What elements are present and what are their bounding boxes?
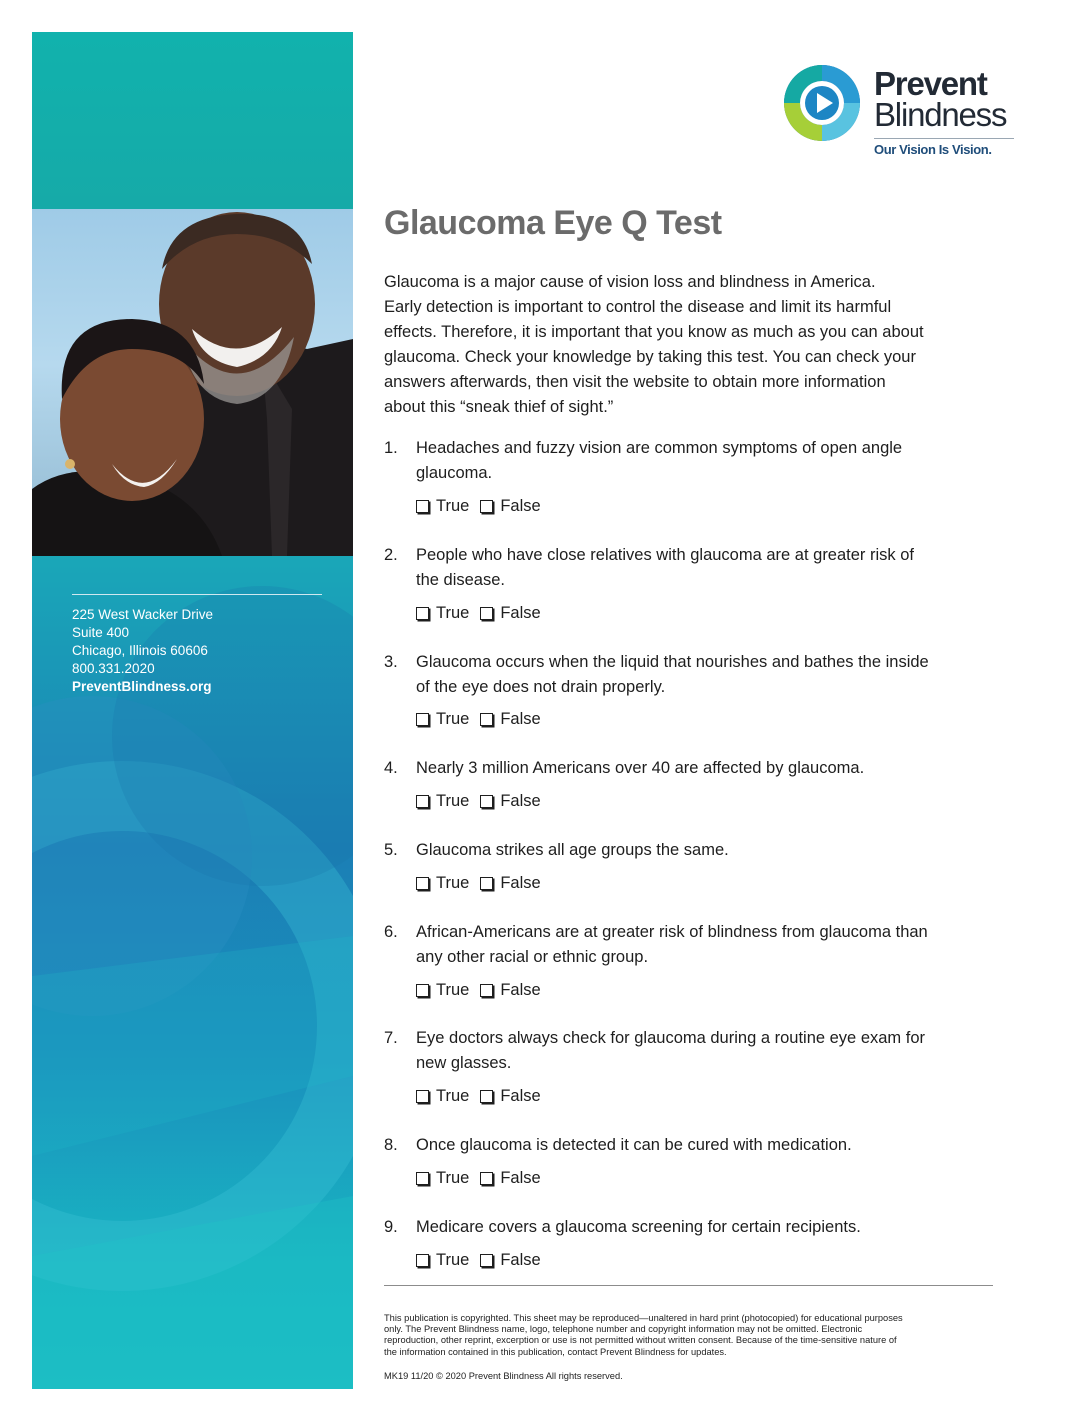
answer-options bbox=[416, 789, 552, 814]
question-line: People who have close relatives with glaucoma are at greater risk of bbox=[416, 546, 915, 564]
question-number: 2. bbox=[384, 546, 398, 564]
checkbox-icon[interactable] bbox=[480, 1172, 493, 1185]
true-option[interactable] bbox=[416, 789, 469, 814]
couple-photo-illustration bbox=[32, 209, 353, 556]
true-label: True bbox=[436, 1087, 470, 1105]
checkbox-icon[interactable] bbox=[416, 877, 429, 890]
intro-line: about this “sneak thief of sight.” bbox=[384, 398, 614, 416]
checkbox-icon[interactable] bbox=[480, 877, 493, 890]
question-line: new glasses. bbox=[416, 1054, 512, 1072]
intro-line: Early detection is important to control the disease and limit its harmful bbox=[384, 298, 892, 316]
logo-tagline-rule bbox=[874, 138, 1014, 139]
intro-line: glaucoma. Check your knowledge by taking this test. You can check your bbox=[384, 348, 916, 366]
false-label: False bbox=[500, 1087, 541, 1105]
true-option[interactable] bbox=[416, 601, 469, 626]
website-link[interactable]: PreventBlindness.org bbox=[72, 679, 212, 694]
checkbox-icon[interactable] bbox=[480, 795, 493, 808]
copyright-notice bbox=[384, 1313, 996, 1358]
answer-options bbox=[416, 1248, 552, 1273]
intro-line: effects. Therefore, it is important that you know as much as you can about bbox=[384, 323, 924, 341]
logo-wordmark bbox=[874, 65, 1007, 133]
true-label: True bbox=[436, 497, 470, 515]
true-option[interactable] bbox=[416, 978, 469, 1003]
true-option[interactable] bbox=[416, 707, 469, 732]
false-label: False bbox=[500, 1169, 541, 1187]
checkbox-icon[interactable] bbox=[416, 607, 429, 620]
contact-address bbox=[72, 606, 332, 696]
question-line: Once glaucoma is detected it can be cured with medication. bbox=[416, 1136, 852, 1154]
true-label: True bbox=[436, 710, 470, 728]
address-line: Suite 400 bbox=[72, 625, 130, 640]
eye-logo-icon bbox=[781, 62, 863, 144]
answer-options bbox=[416, 707, 552, 732]
false-label: False bbox=[500, 874, 541, 892]
false-label: False bbox=[500, 710, 541, 728]
question-line: Nearly 3 million Americans over 40 are affected by glaucoma. bbox=[416, 759, 865, 777]
true-label: True bbox=[436, 1169, 470, 1187]
question-line: any other racial or ethnic group. bbox=[416, 948, 649, 966]
true-label: True bbox=[436, 792, 470, 810]
question-number: 9. bbox=[384, 1218, 398, 1236]
question-line: Headaches and fuzzy vision are common symptoms of open angle bbox=[416, 439, 903, 457]
false-option[interactable] bbox=[480, 1248, 540, 1273]
copyright-line: only. The Prevent Blindness name, logo, telephone number and copyright information may not be omitted. Electronic bbox=[384, 1324, 863, 1335]
question-line: Glaucoma strikes all age groups the same. bbox=[416, 841, 729, 859]
true-option[interactable] bbox=[416, 871, 469, 896]
question-number: 5. bbox=[384, 841, 398, 859]
intro-line: Glaucoma is a major cause of vision loss and blindness in America. bbox=[384, 273, 876, 291]
answer-options bbox=[416, 871, 552, 896]
copyright-line: the information contained in this publication, contact Prevent Blindness for updates. bbox=[384, 1346, 727, 1357]
checkbox-icon[interactable] bbox=[416, 713, 429, 726]
logo-tagline: Our Vision Is Vision. bbox=[874, 142, 992, 157]
false-label: False bbox=[500, 604, 541, 622]
question-number: 6. bbox=[384, 923, 398, 941]
question-line: the disease. bbox=[416, 571, 505, 589]
question-text bbox=[416, 1026, 996, 1076]
checkbox-icon[interactable] bbox=[480, 500, 493, 513]
blue-gradient-panel bbox=[32, 556, 353, 1389]
true-label: True bbox=[436, 604, 470, 622]
address-line: 225 West Wacker Drive bbox=[72, 607, 214, 622]
checkbox-icon[interactable] bbox=[416, 1254, 429, 1267]
logo-word-blindness: Blindness bbox=[874, 96, 1007, 133]
page-title: Glaucoma Eye Q Test bbox=[384, 204, 722, 242]
true-label: True bbox=[436, 981, 470, 999]
false-option[interactable] bbox=[480, 707, 540, 732]
question-number: 7. bbox=[384, 1029, 398, 1047]
phone-number: 800.331.2020 bbox=[72, 661, 155, 676]
checkbox-icon[interactable] bbox=[416, 795, 429, 808]
intro-paragraph bbox=[384, 270, 994, 420]
false-option[interactable] bbox=[480, 1084, 540, 1109]
question-line: Eye doctors always check for glaucoma during a routine eye exam for bbox=[416, 1029, 926, 1047]
answer-options bbox=[416, 494, 552, 519]
address-line: Chicago, Illinois 60606 bbox=[72, 643, 208, 658]
question-text bbox=[416, 756, 996, 781]
false-option[interactable] bbox=[480, 494, 540, 519]
question-text bbox=[416, 436, 996, 486]
publication-code: MK19 11/20 © 2020 Prevent Blindness All rights reserved. bbox=[384, 1371, 623, 1381]
question-text bbox=[416, 1215, 996, 1240]
intro-line: answers afterwards, then visit the website to obtain more information bbox=[384, 373, 886, 391]
answer-options bbox=[416, 601, 552, 626]
question-number: 3. bbox=[384, 653, 398, 671]
answer-options bbox=[416, 1166, 552, 1191]
sidebar bbox=[32, 32, 353, 1389]
checkbox-icon[interactable] bbox=[480, 1254, 493, 1267]
footer-divider bbox=[384, 1285, 993, 1286]
false-option[interactable] bbox=[480, 1166, 540, 1191]
copyright-line: reproduction, other reprint, excerption or use is not permitted without written consent. Because of the time-sensitive nature of bbox=[384, 1335, 897, 1346]
checkbox-icon[interactable] bbox=[416, 500, 429, 513]
question-line: glaucoma. bbox=[416, 464, 493, 482]
false-option[interactable] bbox=[480, 601, 540, 626]
question-text bbox=[416, 920, 996, 970]
checkbox-icon[interactable] bbox=[416, 1090, 429, 1103]
question-number: 8. bbox=[384, 1136, 398, 1154]
false-label: False bbox=[500, 792, 541, 810]
false-option[interactable] bbox=[480, 871, 540, 896]
question-line: African-Americans are at greater risk of blindness from glaucoma than bbox=[416, 923, 928, 941]
checkbox-icon[interactable] bbox=[416, 1172, 429, 1185]
logo-word-prevent: Prevent bbox=[874, 65, 987, 102]
prevent-blindness-logo bbox=[781, 62, 1021, 162]
false-label: False bbox=[500, 497, 541, 515]
question-text bbox=[416, 543, 996, 593]
question-number: 1. bbox=[384, 439, 398, 457]
question-line: Glaucoma occurs when the liquid that nourishes and bathes the inside bbox=[416, 653, 929, 671]
question-line: Medicare covers a glaucoma screening for certain recipients. bbox=[416, 1218, 861, 1236]
question-number: 4. bbox=[384, 759, 398, 777]
true-label: True bbox=[436, 874, 470, 892]
copyright-line: This publication is copyrighted. This sheet may be reproduced—unaltered in hard print (photocopied) for educational purposes bbox=[384, 1313, 903, 1323]
checkbox-icon[interactable] bbox=[416, 984, 429, 997]
answer-options bbox=[416, 978, 552, 1003]
true-label: True bbox=[436, 1251, 470, 1269]
teal-banner bbox=[32, 32, 353, 209]
true-option[interactable] bbox=[416, 1248, 469, 1273]
address-divider bbox=[72, 594, 322, 595]
question-line: of the eye does not drain properly. bbox=[416, 678, 666, 696]
couple-photo bbox=[32, 209, 353, 556]
true-option[interactable] bbox=[416, 494, 469, 519]
true-option[interactable] bbox=[416, 1084, 469, 1109]
checkbox-icon[interactable] bbox=[480, 984, 493, 997]
true-option[interactable] bbox=[416, 1166, 469, 1191]
false-label: False bbox=[500, 981, 541, 999]
false-option[interactable] bbox=[480, 978, 540, 1003]
question-text bbox=[416, 650, 996, 700]
checkbox-icon[interactable] bbox=[480, 607, 493, 620]
answer-options bbox=[416, 1084, 552, 1109]
question-text bbox=[416, 1133, 996, 1158]
checkbox-icon[interactable] bbox=[480, 1090, 493, 1103]
question-text bbox=[416, 838, 996, 863]
false-label: False bbox=[500, 1251, 541, 1269]
checkbox-icon[interactable] bbox=[480, 713, 493, 726]
false-option[interactable] bbox=[480, 789, 540, 814]
